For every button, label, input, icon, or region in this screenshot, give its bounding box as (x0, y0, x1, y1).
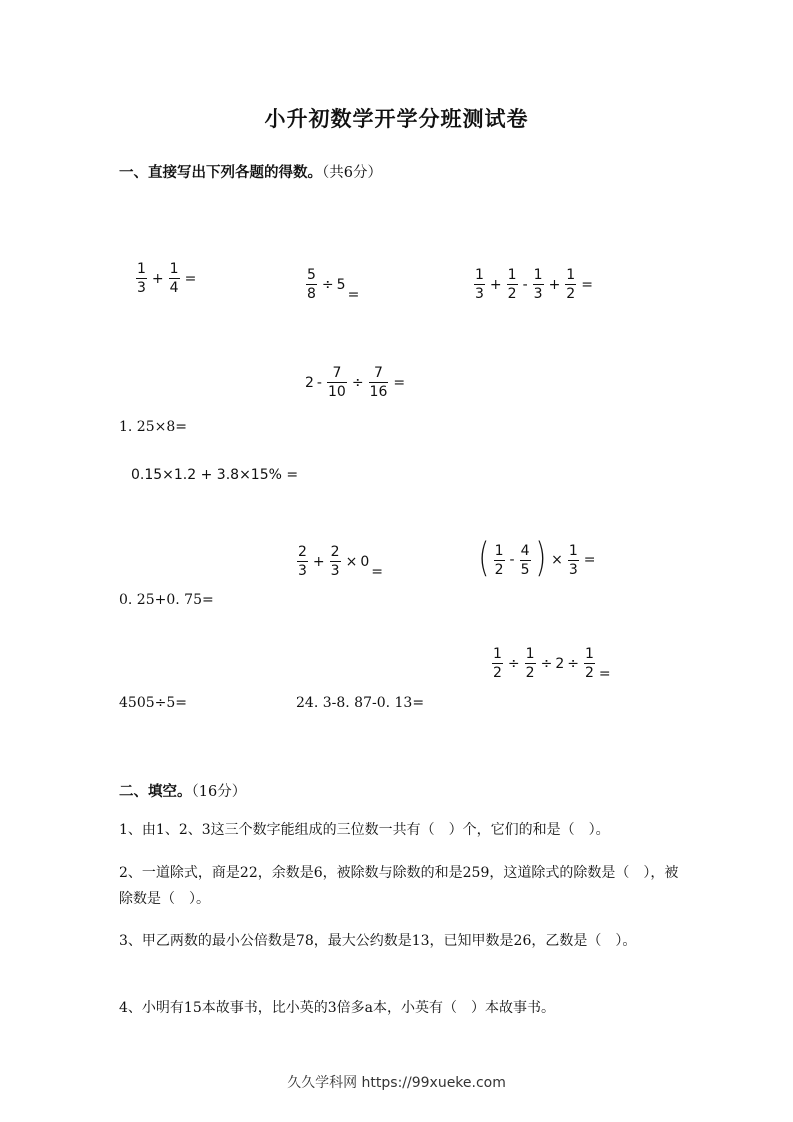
expression-1: $\frac{1}{3}$ + $\frac{1}{4}$ = (137, 261, 197, 296)
fraction: $\frac{7}{10}$ (327, 365, 346, 400)
expression-9: 0. 25+0. 75= (119, 592, 214, 608)
fraction: $\frac{5}{8}$ (307, 267, 316, 302)
page-title: 小升初数学开学分班测试卷 (264, 106, 529, 131)
expression-2: $\frac{5}{8}$ ÷ 5 = (307, 267, 360, 303)
fraction: $\frac{7}{16}$ (369, 365, 388, 400)
footer-watermark: 久久学科网 https://99xueke.com (287, 1075, 506, 1091)
fraction: $\frac{1}{2}$ (584, 646, 594, 681)
fraction: $\frac{4}{5}$ (520, 542, 530, 578)
fraction: $\frac{1}{3}$ (568, 542, 578, 578)
fraction: $\frac{1}{2}$ (525, 646, 535, 681)
fraction: $\frac{1}{2}$ (566, 267, 576, 302)
expression-6: 0.15×1.2 + 3.8×15% = (131, 467, 299, 483)
section-2-points: （16分） (191, 784, 247, 800)
expression-3: $\frac{1}{3}$ + $\frac{1}{2}$ - $\frac{1}{3}$ + $\frac{1}{2}$ = (475, 267, 593, 302)
fraction: $\frac{1}{3}$ (533, 267, 543, 302)
expression-7: $\frac{2}{3}$ + $\frac{2}{3}$ × 0 = (298, 544, 383, 580)
fraction: $\frac{1}{3}$ (137, 261, 146, 296)
fraction: $\frac{1}{4}$ (169, 261, 179, 296)
section-1-heading (119, 161, 382, 182)
expression-8: ( $\frac{1}{2}$ - $\frac{4}{5}$ ) × $\frac{1}{3}$ = (478, 535, 596, 581)
fraction: $\frac{1}{2}$ (494, 542, 504, 578)
section-1-points: （共6分） (322, 165, 382, 181)
fraction: $\frac{1}{2}$ (507, 267, 517, 302)
expression-4: 2 - $\frac{7}{10}$ ÷ $\frac{7}{16}$ = (305, 365, 406, 400)
question-3: 3、甲乙两数的最小公倍数是78，最大公约数是13，已知甲数是26，乙数是（ ）。 (119, 933, 637, 949)
section-1-title: 一、直接写出下列各题的得数。 (119, 164, 322, 181)
question-4: 4、小明有15本故事书，比小英的3倍多a本，小英有（ ）本故事书。 (119, 1000, 555, 1016)
expression-11: 4505÷5= (119, 695, 187, 711)
expression-5: 1. 25×8= (119, 419, 187, 435)
section-2-heading (119, 780, 246, 801)
expression-12: 24. 3-8. 87-0. 13= (296, 695, 425, 711)
question-1: 1、由1、2、3这三个数字能组成的三位数一共有（ ）个，它们的和是（ ）。 (119, 822, 610, 838)
fraction: $\frac{1}{3}$ (475, 267, 484, 302)
left-paren: ( (478, 535, 490, 581)
fraction: $\frac{1}{2}$ (493, 646, 502, 681)
question-2: 2、一道除式，商是22，余数是6，被除数与除数的和是259，这道除式的除数是（ ），被除数是（ ）。 (119, 865, 679, 907)
section-2-title: 二、填空。 (119, 783, 192, 800)
right-paren: ) (534, 535, 546, 581)
fraction: $\frac{2}{3}$ (298, 544, 307, 579)
expression-10: $\frac{1}{2}$ ÷ $\frac{1}{2}$ ÷ 2 ÷ $\frac{1}{2}$ = (493, 646, 611, 682)
fraction: $\frac{2}{3}$ (330, 544, 340, 579)
